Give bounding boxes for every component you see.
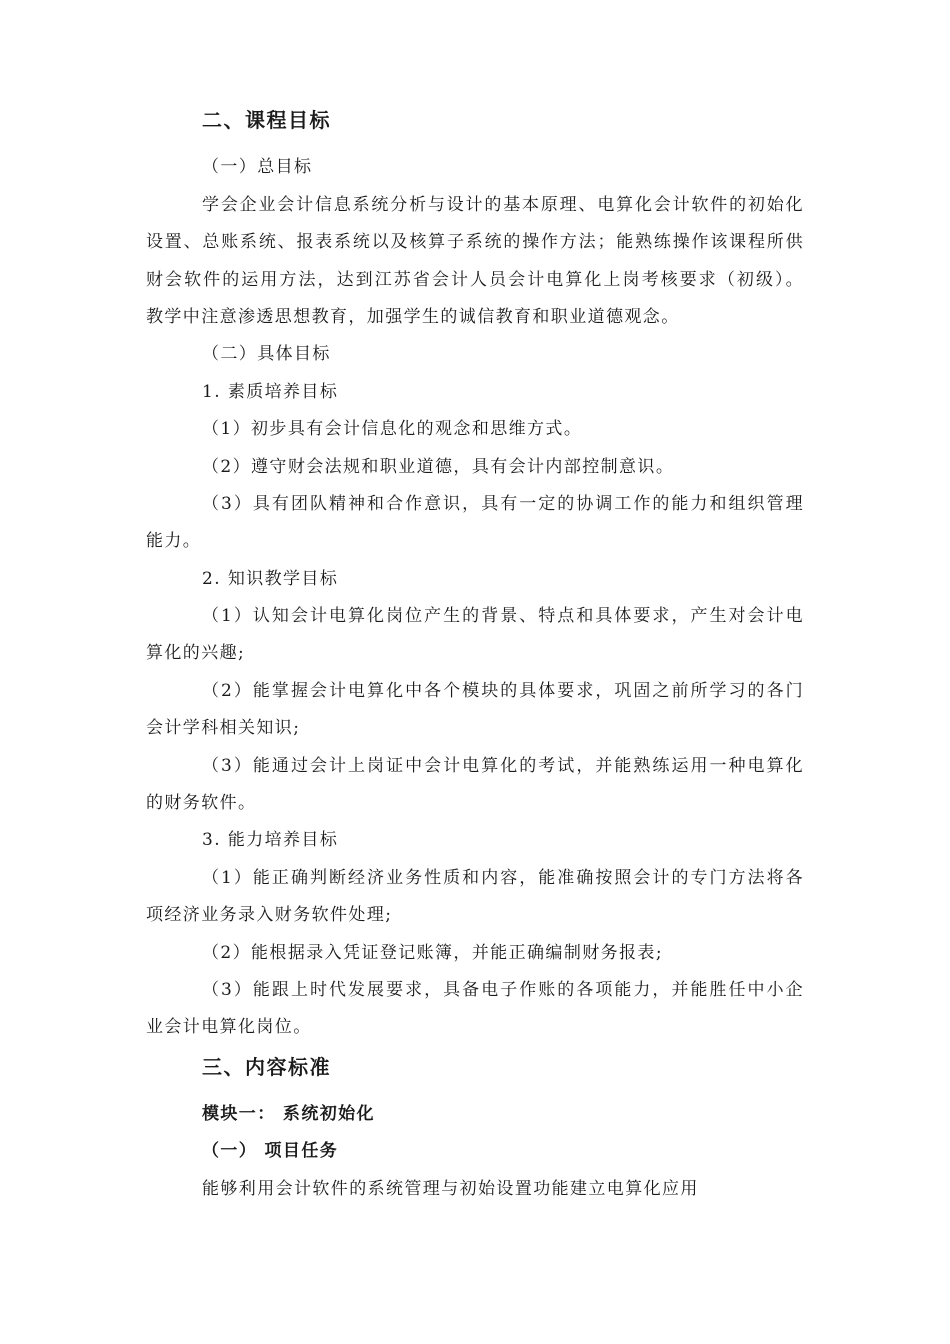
list-item: （3）具有团队精神和合作意识，具有一定的协调工作的能力和组织管理 <box>202 494 804 514</box>
module-title: 模块一： 系统初始化 <box>202 1104 375 1124</box>
section-heading-course-goals: 二、课程目标 <box>202 108 331 132</box>
paragraph-line: 学会企业会计信息系统分析与设计的基本原理、电算化会计软件的初始化 <box>202 195 804 215</box>
list-item-continuation: 业会计电算化岗位。 <box>146 1017 312 1037</box>
project-task-title: （一） 项目任务 <box>202 1141 339 1161</box>
list-item: （2）能根据录入凭证登记账簿，并能正确编制财务报表; <box>202 943 663 963</box>
list-item-continuation: 的财务软件。 <box>146 793 257 813</box>
list-item-continuation: 项经济业务录入财务软件处理; <box>146 905 393 925</box>
list-item: （3）能跟上时代发展要求，具备电子作账的各项能力，并能胜任中小企 <box>202 980 804 1000</box>
section-heading-content-standards: 三、内容标准 <box>202 1055 331 1079</box>
list-item: （1）认知会计电算化岗位产生的背景、特点和具体要求，产生对会计电 <box>202 606 804 626</box>
goal-category-title: 3. 能力培养目标 <box>202 830 339 850</box>
subsection-title-specific-goals: （二）具体目标 <box>202 344 331 364</box>
list-item: （2）能掌握会计电算化中各个模块的具体要求，巩固之前所学习的各门 <box>202 681 804 701</box>
list-item: （1）能正确判断经济业务性质和内容，能准确按照会计的专门方法将各 <box>202 868 804 888</box>
paragraph-line: 财会软件的运用方法，达到江苏省会计人员会计电算化上岗考核要求（初级）。 <box>146 270 804 290</box>
goal-category-title: 1. 素质培养目标 <box>202 382 339 402</box>
list-item-continuation: 会计学科相关知识; <box>146 718 301 738</box>
goal-category-title: 2. 知识教学目标 <box>202 569 339 589</box>
list-item: （3）能通过会计上岗证中会计电算化的考试，并能熟练运用一种电算化 <box>202 756 804 776</box>
subsection-title-general-goal: （一）总目标 <box>202 157 313 177</box>
list-item: （2）遵守财会法规和职业道德，具有会计内部控制意识。 <box>202 457 675 477</box>
project-task-text: 能够利用会计软件的系统管理与初始设置功能建立电算化应用 <box>202 1179 699 1199</box>
paragraph-line: 设置、总账系统、报表系统以及核算子系统的操作方法；能熟练操作该课程所供 <box>146 232 804 252</box>
paragraph-line: 教学中注意渗透思想教育，加强学生的诚信教育和职业道德观念。 <box>146 307 680 327</box>
list-item-continuation: 能力。 <box>146 531 202 551</box>
list-item-continuation: 算化的兴趣; <box>146 643 246 663</box>
list-item: （1）初步具有会计信息化的观念和思维方式。 <box>202 419 583 439</box>
